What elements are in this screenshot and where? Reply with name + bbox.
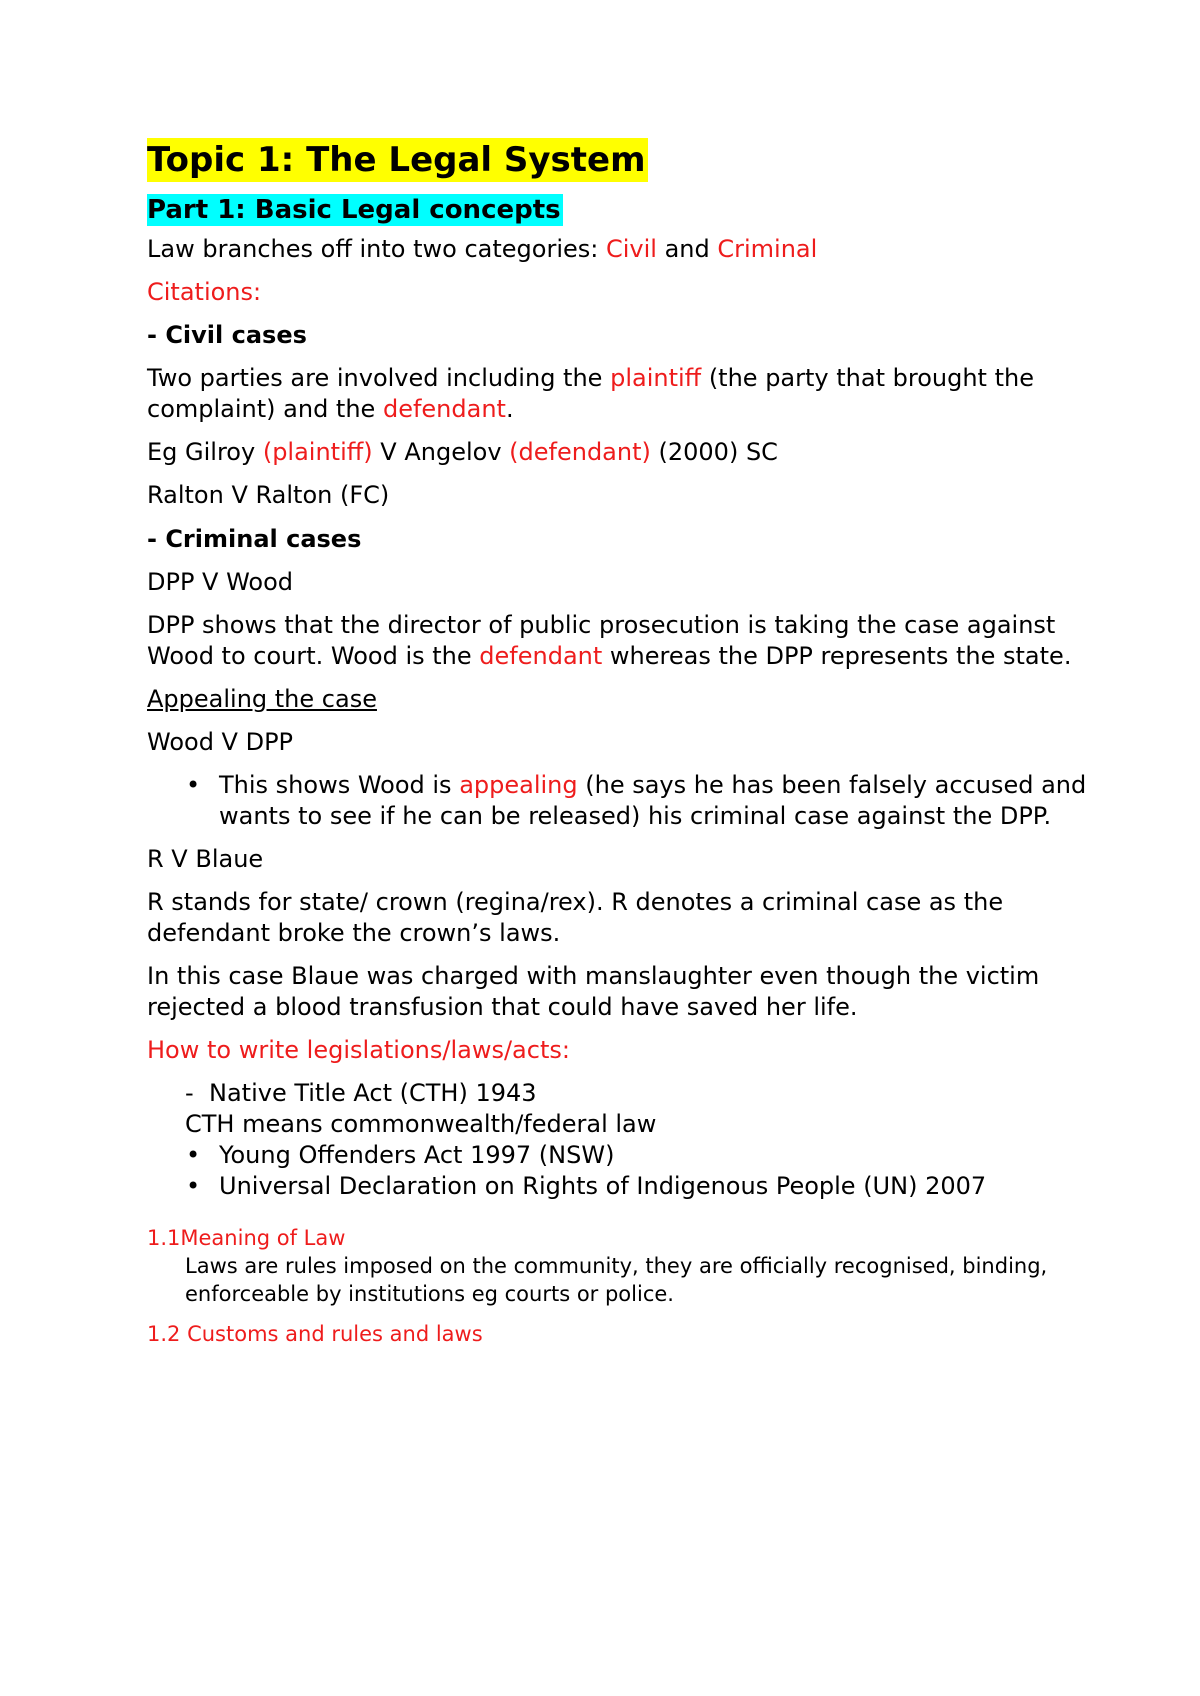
eg-gilroy-line: [147, 437, 1087, 468]
dpp-shows-paragraph: [147, 610, 1087, 672]
wood-v-dpp-line: Wood V DPP: [147, 728, 294, 756]
citations-heading: Citations:: [147, 278, 262, 306]
eg-gilroy-text-b: V Angelov: [372, 438, 510, 466]
appealing-term: appealing: [459, 771, 578, 799]
young-offenders-text: Young Offenders Act 1997 (NSW): [219, 1141, 615, 1169]
two-parties-text-b: (the party that brought the complaint) and the: [147, 364, 1034, 423]
eg-gilroy-text-a: Eg Gilroy: [147, 438, 263, 466]
appealing-heading: Appealing the case: [147, 685, 377, 713]
plaintiff-term: plaintiff: [610, 364, 702, 392]
appeal-bullet-item: [147, 770, 1087, 832]
civil-cases-heading: - Civil cases: [147, 321, 307, 349]
page-title: Topic 1: The Legal System: [147, 140, 646, 180]
how-to-write-heading: How to write legislations/laws/acts:: [147, 1036, 570, 1064]
criminal-cases-heading: - Criminal cases: [147, 525, 362, 553]
eg-gilroy-text-c: (2000) SC: [650, 438, 778, 466]
dpp-shows-text-a: DPP shows that the director of public prosecution is taking the case against Wood to court. Wood is the: [147, 611, 1056, 670]
customs-heading: 1.2 Customs and rules and laws: [147, 1322, 483, 1346]
r-v-blaue-line: R V Blaue: [147, 845, 264, 873]
ralton-line: Ralton V Ralton (FC): [147, 481, 390, 509]
defendant-label: (defendant): [509, 438, 651, 466]
native-title-item: [147, 1078, 1087, 1109]
blaue-case-paragraph: In this case Blaue was charged with manslaughter even though the victim rejected a blood transfusion that could have saved her life.: [147, 962, 1040, 1021]
dpp-v-wood-line: DPP V Wood: [147, 568, 294, 596]
meaning-of-law-text: Laws are rules imposed on the community, they are officially recognised, binding, enforceable by institutions eg courts or police.: [185, 1254, 1048, 1306]
and-text: and: [656, 235, 718, 263]
dash-icon: -: [185, 1079, 194, 1107]
udrip-text: Universal Declaration on Rights of Indigenous People (UN) 2007: [219, 1172, 987, 1200]
part-heading: Part 1: Basic Legal concepts: [147, 195, 561, 225]
two-parties-text-a: Two parties are involved including the: [147, 364, 611, 392]
young-offenders-item: [147, 1140, 1087, 1171]
bullet-icon: •: [186, 1172, 201, 1200]
defendant-term-2: defendant: [479, 642, 603, 670]
document-page: [147, 138, 1087, 1348]
appeal-text-b: (he says he has been falsely accused and wants to see if he can be released) his criminal case against the DPP.: [219, 771, 1087, 830]
two-parties-text-c: .: [505, 395, 514, 423]
defendant-term: defendant: [382, 395, 506, 423]
udrip-item: [147, 1171, 1087, 1202]
plaintiff-label: (plaintiff): [262, 438, 373, 466]
r-stands-paragraph: R stands for state/ crown (regina/rex). R denotes a criminal case as the defendant broke the crown’s laws.: [147, 888, 1004, 947]
law-branches-text: Law branches off into two categories:: [147, 235, 606, 263]
appeal-text-a: This shows Wood is: [219, 771, 460, 799]
civil-term: Civil: [605, 235, 657, 263]
bullet-icon: •: [186, 771, 201, 799]
native-title-text: Native Title Act (CTH) 1943: [209, 1079, 537, 1107]
dpp-shows-text-b: whereas the DPP represents the state.: [602, 642, 1072, 670]
law-branches-line: [147, 234, 1087, 265]
meaning-of-law-heading: 1.1Meaning of Law: [147, 1226, 346, 1250]
bullet-icon: •: [186, 1141, 201, 1169]
criminal-term: Criminal: [717, 235, 818, 263]
two-parties-paragraph: [147, 363, 1087, 425]
cth-means-line: CTH means commonwealth/federal law: [185, 1110, 657, 1138]
